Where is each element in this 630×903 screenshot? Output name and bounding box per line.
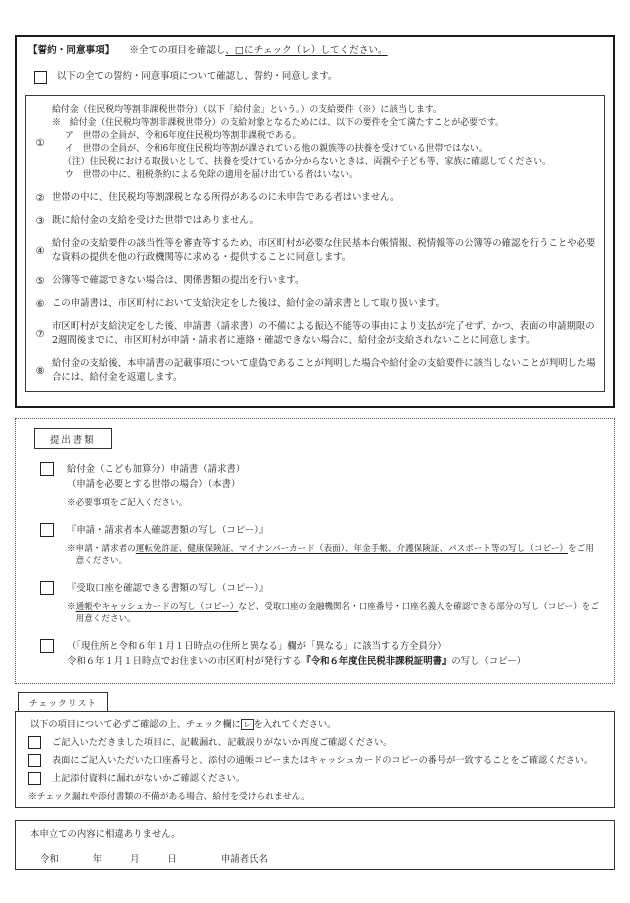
checklist-checkbox-2[interactable] bbox=[28, 754, 41, 767]
item-number: ⑦ bbox=[35, 328, 45, 340]
checklist-item-1: ご記入いただきました項目に、記載漏れ、記載誤りがないか再度ご確認ください。 bbox=[28, 736, 604, 749]
pledge-item-7: ⑦ 市区町村が支給決定をした後、申請書（請求書）の不備による振込不能等の事由により支払が完了せず、かつ、表面の申請期限の2週間後までに、市区町村が申請・請求者に連絡・確認できない場合に、給付金が支給されないことに同意します。 bbox=[28, 320, 600, 348]
era-label: 令和 bbox=[40, 854, 59, 865]
pledge-title: 【誓約・同意事項】 bbox=[28, 45, 115, 56]
pledge-item-3: ③ 既に給付金の支給を受けた世帯ではありません。 bbox=[28, 214, 600, 228]
documents-section bbox=[15, 418, 615, 684]
doc-checkbox-application[interactable] bbox=[40, 462, 54, 476]
doc-item-identity bbox=[40, 523, 600, 568]
doc-title: 給付金（こども加算分）申請書（請求書） bbox=[67, 464, 246, 475]
documents-label: 提出書類 bbox=[34, 428, 112, 449]
item-number: ② bbox=[35, 192, 45, 204]
agree-checkbox[interactable] bbox=[34, 71, 47, 84]
pledge-note: ※全ての項目を確認し、□にチェック（レ）してください。 bbox=[129, 45, 388, 56]
doc-note: ※申請・請求者の運転免許証、健康保険証、マイナンバーカード（表面）、年金手帳、介護保険証、パスポート等の写し（コピー）をご用意ください。 bbox=[67, 543, 594, 566]
item-number: ③ bbox=[35, 215, 45, 227]
doc-title: 『受取口座を確認できる書類の写し（コピー）』 bbox=[67, 582, 269, 594]
doc-item-tax-certificate bbox=[40, 639, 600, 669]
doc-item-bank-account bbox=[40, 581, 600, 626]
item-number: ④ bbox=[35, 245, 45, 257]
pledge-item-8: ⑧ 給付金の支給後、本申請書の記載事項について虚偽であることが判明した場合や給付金の支給要件に該当しないことが判明した場合には、給付金を返還します。 bbox=[28, 357, 600, 385]
pledge-section bbox=[15, 35, 615, 408]
pledge-item-2: ② 世帯の中に、住民税均等割課税となる所得があるのに未申告である者はいません。 bbox=[28, 191, 600, 205]
doc-condition: （「現住所と令和６年１月１日時点の住所と異なる」欄が「異なる」に該当する方全員分） bbox=[67, 640, 447, 652]
item-number: ⑤ bbox=[35, 275, 45, 287]
doc-item-application bbox=[40, 462, 600, 510]
checklist-intro: 以下の項目について必ずご確認の上、チェック欄に レ を入れてください。 bbox=[30, 719, 337, 730]
applicant-name-label: 申請者氏名 bbox=[220, 854, 268, 865]
day-label: 日 bbox=[167, 854, 177, 865]
declaration-date-row bbox=[26, 853, 604, 866]
doc-note: ※通帳やキャッシュカードの写し（コピー）など、受取口座の金融機関名・口座番号・口座名義人を確認できる部分の写し（コピー）をご用意ください。 bbox=[67, 601, 599, 624]
pledge-item-4: ④ 給付金の支給要件の該当性等を審査等するため、市区町村が必要な住民基本台帳情報、税情報等の公簿等の確認を行うことや必要な資料の提供を他の行政機関等に求める・提供することに同意します。 bbox=[28, 237, 600, 265]
checklist-section bbox=[15, 711, 615, 808]
checklist-label: チェックリスト bbox=[18, 692, 108, 712]
declaration-section bbox=[15, 820, 615, 870]
agree-row bbox=[34, 70, 605, 84]
declaration-statement: 本申立ての内容に相違ありません。 bbox=[30, 829, 181, 840]
doc-checkbox-bank-account[interactable] bbox=[40, 581, 54, 595]
check-mark-box-icon: レ bbox=[241, 719, 254, 730]
pledge-header bbox=[28, 44, 605, 58]
doc-checkbox-tax-certificate[interactable] bbox=[40, 639, 54, 653]
item-number: ⑥ bbox=[35, 298, 45, 310]
item-number: ⑧ bbox=[35, 365, 45, 377]
checklist-item-2: 表面にご記入いただいた口座番号と、添付の通帳コピーまたはキャッシュカードのコピーの番号が一致することをご確認ください。 bbox=[28, 754, 604, 767]
checklist-item-3: 上記添付資料に漏れがないかご確認ください。 bbox=[28, 772, 604, 785]
doc-title: 令和６年１月１日時点でお住まいの市区町村が発行する『令和６年度住民税非課税証明書』の写し（コピー） bbox=[67, 655, 527, 667]
item-number: ① bbox=[35, 137, 45, 149]
pledge-item-6: ⑥ この申請書は、市区町村において支給決定をした後は、給付金の請求書として取り扱います。 bbox=[28, 297, 600, 311]
pledge-items-box bbox=[25, 95, 605, 392]
year-label: 年 bbox=[92, 854, 103, 865]
pledge-item-1-text: 給付金（住民税均等割非課税世帯分）（以下「給付金」という。）の支給要件（※）に該当します。 ※ 給付金（住民税均等割非課税世帯分）の支給対象となるためには、以下の要件を全て満たすことが必要です。 ア 世帯の全員が、令和6年度住民税均等割非課税である。 イ 世帯の全員が、令和6年度住民税均等割が課されている他の親族等の扶養を受けている世帯ではない。 （注）住民税における取扱いとして、扶養を受けているか分からないときは、両親や子ども等、家族に確認してください。 ウ 世帯の中に、租税条約による免除の適用を届け出ている者はいない。 bbox=[52, 105, 551, 180]
doc-subtitle: （申請を必要とする世帯の場合）（本書） bbox=[67, 479, 241, 490]
month-label: 月 bbox=[130, 854, 140, 865]
checklist-checkbox-1[interactable] bbox=[28, 736, 41, 749]
checklist-footnote: ※チェック漏れや添付書類の不備がある場合、給付を受けられません。 bbox=[28, 792, 310, 802]
checklist-checkbox-3[interactable] bbox=[28, 772, 41, 785]
doc-title: 『申請・請求者本人確認書類の写し（コピー）』 bbox=[67, 524, 269, 536]
agree-label: 以下の全ての誓約・同意事項について確認し、誓約・同意します。 bbox=[57, 71, 338, 82]
doc-checkbox-identity[interactable] bbox=[40, 523, 54, 537]
pledge-item-1 bbox=[28, 104, 600, 182]
pledge-item-5: ⑤ 公簿等で確認できない場合は、関係書類の提出を行います。 bbox=[28, 274, 600, 288]
doc-note: ※必要事項をご記入ください。 bbox=[67, 498, 188, 508]
